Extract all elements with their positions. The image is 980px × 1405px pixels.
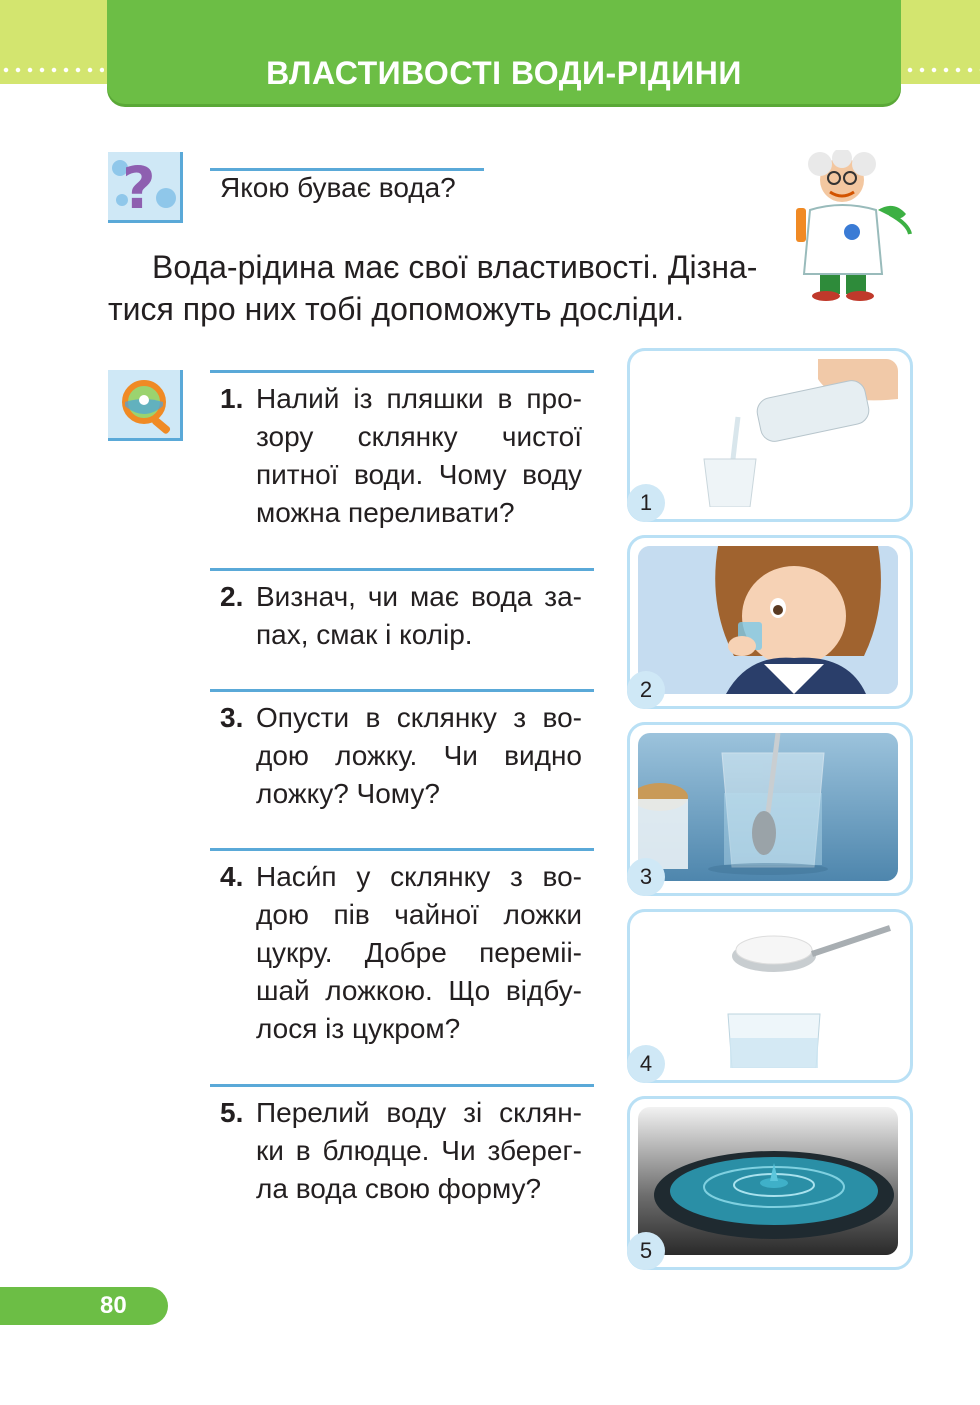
task-4 [210, 848, 594, 1048]
photo-spoon-in-glass [638, 733, 898, 881]
task-number: 5. [220, 1097, 244, 1128]
task-number: 2. [220, 581, 244, 612]
task-2 [210, 568, 594, 654]
task-line: цукру. Добре переміі- [256, 937, 582, 968]
photo-number-badge: 1 [627, 484, 665, 522]
intro-line-1: Вода-рідина має свої властивості. Дізна- [152, 249, 758, 285]
task-line: Опусти в склянку з во- [256, 702, 582, 733]
question-heading: Якою буває вода? [220, 172, 456, 203]
task-5 [210, 1084, 594, 1208]
task-number: 3. [220, 702, 244, 733]
task-number: 1. [220, 383, 244, 414]
task-line: зору склянку чистої [256, 421, 582, 452]
question-icon: ? [108, 152, 183, 223]
task-line: Перелий воду зі склян- [256, 1097, 582, 1128]
task-line: Налий із пляшки в про- [256, 383, 582, 414]
task-line: Наси́п у склянку з во- [256, 861, 582, 892]
task-line: дою ложку. Чи видно [256, 740, 582, 771]
task-line: питної води. Чому воду [256, 459, 582, 490]
page-number-tab [0, 1287, 168, 1325]
magnifier-icon [108, 370, 183, 441]
task-rule [210, 568, 594, 571]
task-3 [210, 689, 594, 813]
task-number: 4. [220, 861, 244, 892]
task-line: дою пів чайної ложки [256, 899, 582, 930]
photo-sugar-spoon [638, 920, 898, 1068]
task-line: можна переливати? [256, 497, 515, 528]
intro-line-2: тися про них тобі допоможуть досліди. [108, 291, 685, 327]
task-rule [210, 848, 594, 851]
task-line: лося із цукром? [256, 1013, 461, 1044]
photo-pouring-water [638, 359, 898, 507]
photo-frame-3 [627, 722, 913, 896]
photo-number-badge: 3 [627, 858, 665, 896]
task-line: ки в блюдце. Чи зберег- [256, 1135, 582, 1166]
task-line: Визнач, чи має вода за- [256, 581, 582, 612]
task-line: шай ложкою. Що відбу- [256, 975, 582, 1006]
task-rule [210, 689, 594, 692]
photo-frame-1 [627, 348, 913, 522]
page-title: ВЛАСТИВОСТІ ВОДИ-РІДИНИ [266, 55, 742, 91]
photo-number-badge: 2 [627, 671, 665, 709]
photo-frame-5 [627, 1096, 913, 1270]
photo-frame-4 [627, 909, 913, 1083]
photo-number-badge: 4 [627, 1045, 665, 1083]
question-rule [210, 168, 484, 171]
photo-frame-2 [627, 535, 913, 709]
task-line: ла вода свою форму? [256, 1173, 542, 1204]
intro-paragraph [108, 246, 788, 330]
task-rule [210, 370, 594, 373]
dotted-line-left [0, 66, 104, 74]
photo-number-badge: 5 [627, 1232, 665, 1270]
task-line: ложку? Чому? [256, 778, 440, 809]
task-1 [210, 370, 594, 532]
task-line: пах, смак і колір. [256, 619, 473, 650]
dotted-line-right [904, 66, 980, 74]
professor-illustration [790, 150, 920, 302]
page-number: 80 [100, 1292, 127, 1319]
task-rule [210, 1084, 594, 1087]
photo-water-saucer [638, 1107, 898, 1255]
photo-girl-drinking [638, 546, 898, 694]
